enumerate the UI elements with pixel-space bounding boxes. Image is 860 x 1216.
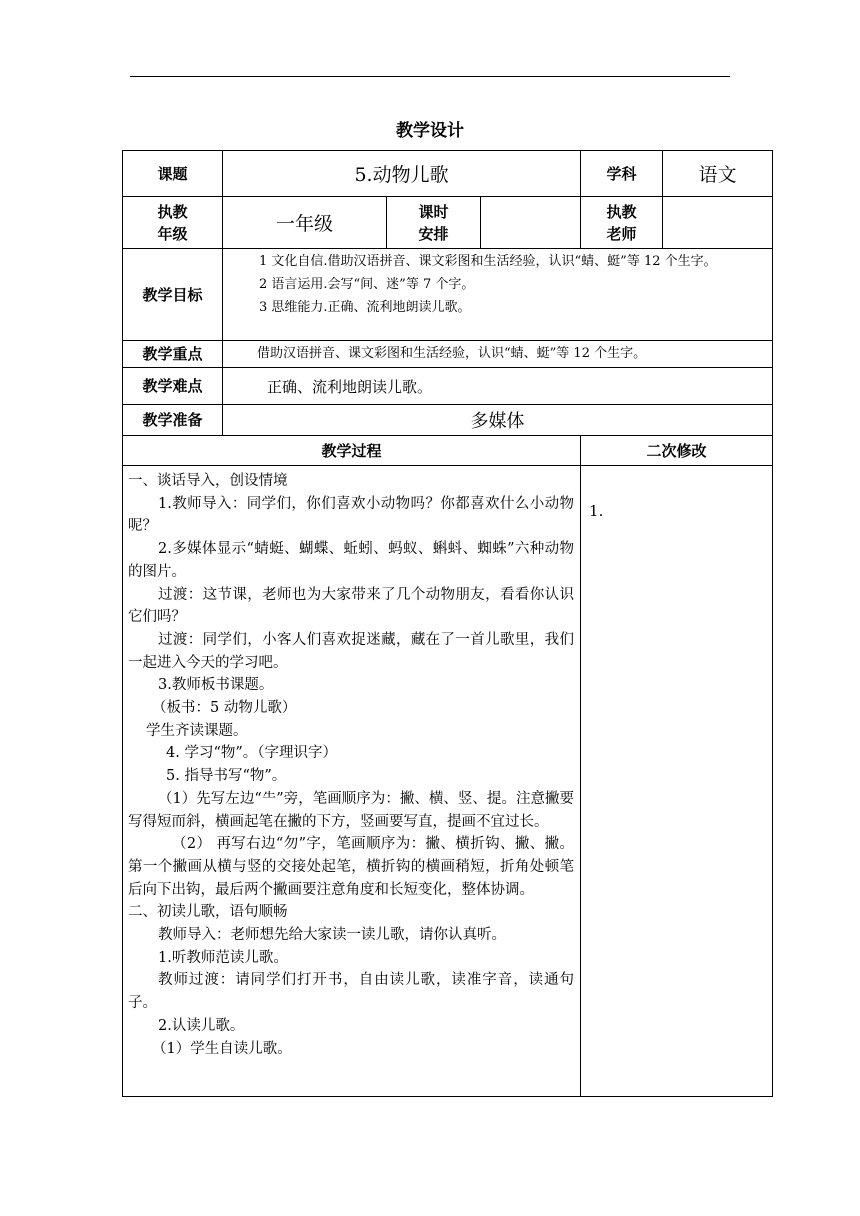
process-line: 4. 学习“物”。（字理识字） xyxy=(166,745,338,762)
prep-label: 教学准备 xyxy=(123,405,223,436)
schedule-value xyxy=(481,197,581,249)
schedule-label xyxy=(387,197,481,249)
process-line: （1）先写左边“⺧”旁，笔画顺序为：撇、横、竖、提。注意撇要写得短而斜，横画起笔在撇的下方，竖画要写直，提画不宜过长。 xyxy=(128,790,575,830)
subject-label: 学科 xyxy=(581,151,663,197)
process-line: 2.多媒体显示“蜻蜓、蝴蝶、蚯蚓、蚂蚁、蝌蚪、蜘蛛”六种动物的图片。 xyxy=(128,541,575,580)
process-row xyxy=(123,466,773,1097)
revision-header: 二次修改 xyxy=(581,436,773,466)
document-title: 教学设计 xyxy=(396,121,464,141)
topic-label: 课题 xyxy=(123,151,223,197)
prep-row xyxy=(123,405,773,436)
difficulty-row xyxy=(123,368,773,405)
grade-label-line-2: 年级 xyxy=(157,224,188,243)
process-line: 学生齐读课题。 xyxy=(146,722,248,739)
grade-label-line-1: 执教 xyxy=(157,202,188,221)
process-line: 过渡：同学们，小客人们喜欢捉迷藏，藏在了一首儿歌里，我们一起进入今天的学习吧。 xyxy=(128,631,575,671)
difficulty-label: 教学难点 xyxy=(123,368,223,405)
goals-content xyxy=(223,249,773,341)
process-line: 5. 指导书写“物”。 xyxy=(166,768,287,785)
revision-content: 1. xyxy=(581,466,773,1097)
prep-value: 多媒体 xyxy=(223,405,773,436)
teacher-label-line-2: 老师 xyxy=(606,224,637,243)
schedule-label-line-2: 安排 xyxy=(418,224,449,243)
schedule-label-line-1: 课时 xyxy=(418,202,449,221)
section-heading: 一、谈话导入，创设情境 xyxy=(128,473,288,489)
lesson-plan-table xyxy=(122,150,773,1097)
grade-value: 一年级 xyxy=(223,197,387,249)
difficulty-value: 正确、流利地朗读儿歌。 xyxy=(223,368,773,405)
key-points-label: 教学重点 xyxy=(123,341,223,368)
goal-item: 3 思维能力.正确、流利地朗读儿歌。 xyxy=(259,300,471,315)
process-header-row xyxy=(123,436,773,466)
process-line: （1）学生自读儿歌。 xyxy=(152,1040,292,1057)
goal-item: 2 语言运用.会写“间、迷”等 7 个字。 xyxy=(259,277,475,292)
process-content xyxy=(123,466,581,1097)
process-line: 2.认读儿歌。 xyxy=(158,1017,245,1034)
teacher-label xyxy=(581,197,663,249)
process-line: 3.教师板书课题。 xyxy=(158,677,274,694)
teacher-value xyxy=(663,197,773,249)
topic-value: 5.动物儿歌 xyxy=(223,151,581,197)
process-header: 教学过程 xyxy=(123,436,581,466)
process-line: （板书：5 动物儿歌） xyxy=(152,700,297,717)
grade-label xyxy=(123,197,223,249)
goals-label: 教学目标 xyxy=(123,249,223,341)
info-row xyxy=(123,197,773,249)
key-points-row xyxy=(123,341,773,368)
section-heading: 二、初读儿歌，语句顺畅 xyxy=(128,904,288,921)
process-line: 过渡：这节课，老师也为大家带来了几个动物朋友，看看你认识它们吗？ xyxy=(128,586,575,626)
goal-item: 1 文化自信.借助汉语拼音、课文彩图和生活经验，认识“蜻、蜓”等 12 个生字。 xyxy=(259,254,717,269)
teacher-label-line-1: 执教 xyxy=(606,202,637,221)
subject-value: 语文 xyxy=(663,151,773,197)
process-line: （2） 再写右边“勿”字，笔画顺序为：撇、横折钩、撇、撇。第一个撇画从横与竖的交接处起笔，横折钩的横画稍短，折角处顿笔后向下出钩，最后两个撇画要注意角度和长短变化，整体协调。 xyxy=(128,836,575,898)
process-line: 教师过渡：请同学们打开书，自由读儿歌，读准字音，读通句子。 xyxy=(128,972,575,1012)
header-rule xyxy=(130,76,730,77)
process-line: 1.听教师范读儿歌。 xyxy=(158,949,288,966)
key-points-value: 借助汉语拼音、课文彩图和生活经验，认识“蜻、蜓”等 12 个生字。 xyxy=(223,341,773,368)
goals-row xyxy=(123,249,773,341)
process-line: 教师导入：老师想先给大家读一读儿歌，请你认真听。 xyxy=(158,927,506,944)
process-line: 1.教师导入：同学们，你们喜欢小动物吗？你都喜欢什么小动物呢？ xyxy=(128,495,575,535)
topic-row xyxy=(123,151,773,197)
